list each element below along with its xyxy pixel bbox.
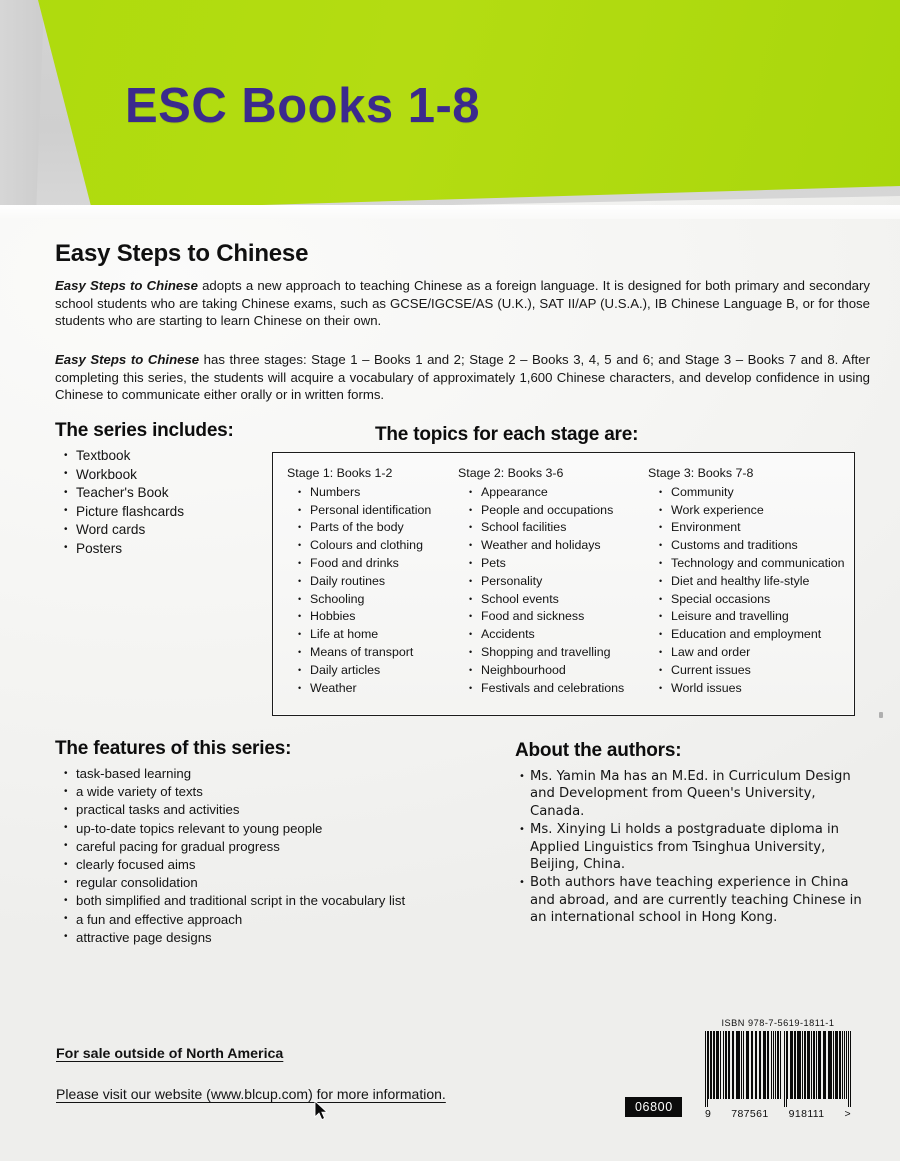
list-item: • Food and sickness bbox=[467, 608, 653, 626]
intro-paragraph-2 bbox=[55, 351, 870, 404]
barcode-digit-left: 9 bbox=[705, 1108, 712, 1120]
list-item: • Law and order bbox=[657, 644, 853, 662]
list-item: • Daily routines bbox=[296, 573, 462, 591]
list-item: • practical tasks and activities bbox=[62, 801, 482, 819]
barcode-bars bbox=[705, 1031, 851, 1107]
stage-3-list bbox=[657, 484, 853, 698]
list-item: • a wide variety of texts bbox=[62, 783, 482, 801]
list-item: • Word cards bbox=[62, 521, 184, 540]
page-title: Easy Steps to Chinese bbox=[55, 240, 309, 267]
intro-paragraph-1 bbox=[55, 277, 870, 330]
list-item: • Picture flashcards bbox=[62, 503, 184, 522]
stage-3-title: Stage 3: Books 7-8 bbox=[648, 466, 754, 480]
list-item: • Schooling bbox=[296, 591, 462, 609]
barcode-digit-right: > bbox=[844, 1108, 851, 1120]
list-item: • Hobbies bbox=[296, 608, 462, 626]
list-item: • Festivals and celebrations bbox=[467, 680, 653, 698]
list-item: • up-to-date topics relevant to young people bbox=[62, 820, 482, 838]
intro-paragraph-1-body: adopts a new approach to teaching Chinese as a foreign language. It is designed for both primary and secondary school students who are taking Chinese exams, such as GCSE/IGCSE/AS (U.K.), SAT II/AP (U.S.A.), IB Chinese Language B, or for those students who are starting to learn Chinese on their own. bbox=[55, 278, 871, 329]
barcode-digit-group-2: 918111 bbox=[788, 1108, 825, 1120]
list-item: • Appearance bbox=[467, 484, 653, 502]
authors-list bbox=[517, 768, 872, 928]
list-item: • Teacher's Book bbox=[62, 484, 184, 503]
list-item: • Textbook bbox=[62, 447, 184, 466]
list-item: • Technology and communication bbox=[657, 555, 853, 573]
topics-columns bbox=[273, 453, 854, 715]
stage-2-title: Stage 2: Books 3-6 bbox=[458, 466, 564, 480]
list-item: • Diet and healthy life-style bbox=[657, 573, 853, 591]
list-item: • Food and drinks bbox=[296, 555, 462, 573]
list-item: • Neighbourhood bbox=[467, 662, 653, 680]
isbn-text: ISBN 978-7-5619-1811-1 bbox=[721, 1018, 835, 1028]
list-item: • Both authors have teaching experience in China and abroad, and are currently teaching Chinese in an international school in Hong Kong. bbox=[517, 874, 872, 926]
intro-paragraph-2-lead: Easy Steps to Chinese bbox=[55, 352, 200, 367]
sale-notice: For sale outside of North America bbox=[56, 1046, 284, 1062]
series-includes-heading: The series includes: bbox=[55, 420, 234, 441]
stage-1-title: Stage 1: Books 1-2 bbox=[287, 466, 393, 480]
list-item: • both simplified and traditional script in the vocabulary list bbox=[62, 892, 482, 910]
intro-paragraph-2-body: has three stages: Stage 1 – Books 1 and 2; Stage 2 – Books 3, 4, 5 and 6; and Stage 3 – Books 7 and 8. After completing this series, the students will acquire a vocabulary of approximately 1,600 Chinese characters, and develop confidence in using Chinese to communicate either orally or in written forms. bbox=[55, 352, 870, 403]
list-item: • Workbook bbox=[62, 466, 184, 485]
list-item: • a fun and effective approach bbox=[62, 911, 482, 929]
list-item: • Special occasions bbox=[657, 591, 853, 609]
list-item: • careful pacing for gradual progress bbox=[62, 838, 482, 856]
list-item: • Education and employment bbox=[657, 626, 853, 644]
list-item: • World issues bbox=[657, 680, 853, 698]
list-item: • People and occupations bbox=[467, 502, 653, 520]
list-item: • Environment bbox=[657, 519, 853, 537]
list-item: • regular consolidation bbox=[62, 874, 482, 892]
list-item: • School facilities bbox=[467, 519, 653, 537]
list-item: • Work experience bbox=[657, 502, 853, 520]
list-item: • Personality bbox=[467, 573, 653, 591]
barcode-digit-group-1: 787561 bbox=[731, 1108, 769, 1120]
list-item: • Numbers bbox=[296, 484, 462, 502]
mouse-cursor bbox=[314, 1100, 330, 1122]
list-item: • Weather bbox=[296, 680, 462, 698]
list-item: • Personal identification bbox=[296, 502, 462, 520]
list-item: • School events bbox=[467, 591, 653, 609]
list-item: • Means of transport bbox=[296, 644, 462, 662]
list-item: • Shopping and travelling bbox=[467, 644, 653, 662]
list-item: • Posters bbox=[62, 540, 184, 559]
list-item: • Leisure and travelling bbox=[657, 608, 853, 626]
list-item: • Customs and traditions bbox=[657, 537, 853, 555]
authors-heading: About the authors: bbox=[515, 740, 682, 761]
series-includes-list bbox=[62, 447, 184, 559]
stage-3-column bbox=[648, 465, 853, 697]
list-item: • attractive page designs bbox=[62, 929, 482, 947]
price-code-box: 06800 bbox=[625, 1097, 682, 1117]
topics-heading: The topics for each stage are: bbox=[375, 424, 639, 445]
stage-2-list bbox=[467, 484, 653, 698]
list-item: • Community bbox=[657, 484, 853, 502]
list-item: • Weather and holidays bbox=[467, 537, 653, 555]
list-item: • Current issues bbox=[657, 662, 853, 680]
stage-1-column bbox=[287, 465, 462, 697]
list-item: • Colours and clothing bbox=[296, 537, 462, 555]
barcode-digits bbox=[705, 1108, 851, 1120]
list-item: • Accidents bbox=[467, 626, 653, 644]
paper-speck bbox=[879, 712, 883, 718]
features-heading: The features of this series: bbox=[55, 738, 292, 759]
intro-paragraph-1-lead: Easy Steps to Chinese bbox=[55, 278, 198, 293]
stage-1-list bbox=[296, 484, 462, 698]
list-item: • Pets bbox=[467, 555, 653, 573]
list-item: • task-based learning bbox=[62, 765, 482, 783]
list-item: • Parts of the body bbox=[296, 519, 462, 537]
list-item: • Ms. Xinying Li holds a postgraduate diploma in Applied Linguistics from Tsinghua University, Beijing, China. bbox=[517, 821, 872, 873]
list-item: • Daily articles bbox=[296, 662, 462, 680]
stage-2-column bbox=[458, 465, 653, 697]
list-item: • Ms. Yamin Ma has an M.Ed. in Curriculum Design and Development from Queen's University, Canada. bbox=[517, 768, 872, 820]
list-item: • clearly focused aims bbox=[62, 856, 482, 874]
features-list bbox=[62, 765, 482, 947]
barcode bbox=[705, 1018, 851, 1120]
website-notice-link[interactable]: Please visit our website (www.blcup.com) for more information. bbox=[56, 1086, 446, 1102]
banner-title: ESC Books 1-8 bbox=[125, 79, 481, 133]
list-item: • Life at home bbox=[296, 626, 462, 644]
topics-box bbox=[272, 452, 855, 716]
barcode-bar bbox=[850, 1031, 851, 1107]
